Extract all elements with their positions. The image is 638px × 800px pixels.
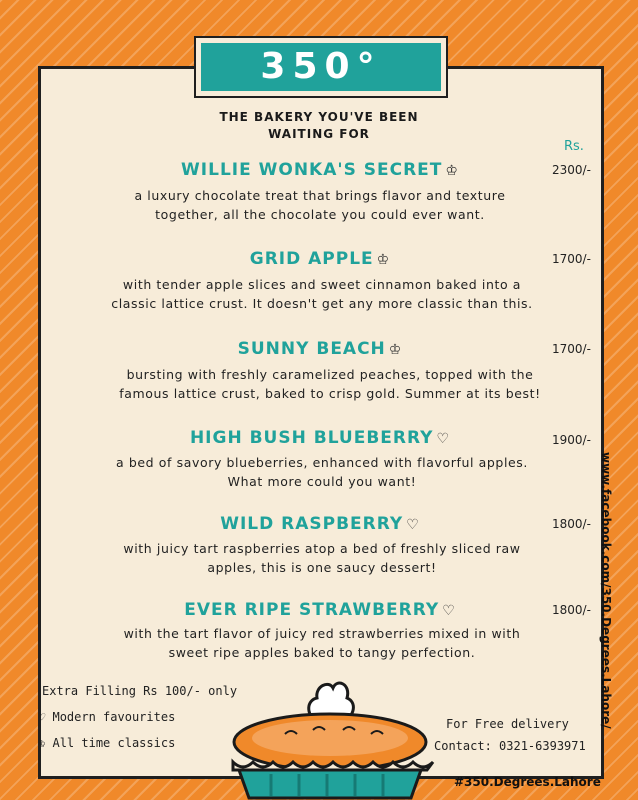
desc-line: classic lattice crust. It doesn't get any more classic than this.	[111, 296, 533, 311]
menu-item-desc	[92, 624, 552, 662]
desc-line: sweet ripe apples baked to tangy perfection.	[168, 645, 476, 660]
crown-icon: ♔	[376, 252, 391, 268]
desc-line: famous lattice crust, baked to crisp gold. Summer at its best!	[119, 386, 541, 401]
desc-line: with juicy tart raspberries atop a bed of freshly sliced raw	[123, 541, 521, 556]
legend-modern	[38, 710, 175, 724]
menu-item-desc	[92, 275, 552, 313]
menu-item-title	[90, 600, 550, 620]
menu-item-desc	[100, 365, 560, 403]
brand-logo: 350°	[201, 43, 441, 91]
contact-number: Contact: 0321-6393971	[434, 739, 586, 753]
delivery-note: For Free delivery	[446, 717, 569, 731]
pie-tin	[239, 770, 421, 798]
heart-icon: ♡	[442, 603, 456, 619]
desc-line: together, all the chocolate you could ever want.	[155, 207, 485, 222]
menu-item-desc	[92, 539, 552, 577]
menu-item-title	[90, 339, 550, 359]
menu-item-price: 1900/-	[552, 433, 591, 447]
heart-icon: ♡	[406, 517, 420, 533]
menu-item-title	[90, 249, 550, 269]
menu-item-price: 1700/-	[552, 252, 591, 266]
crown-icon: ♔	[38, 736, 46, 750]
menu-item-title	[90, 428, 550, 448]
pie-highlight	[252, 720, 408, 756]
menu-item-price: 2300/-	[552, 163, 591, 177]
desc-line: What more could you want!	[227, 474, 417, 489]
desc-line: apples, this is one saucy dessert!	[207, 560, 437, 575]
item-name: GRID APPLE	[249, 249, 374, 269]
heart-icon: ♡	[38, 710, 46, 724]
desc-line: with the tart flavor of juicy red strawberries mixed in with	[123, 626, 521, 641]
currency-header: Rs.	[564, 139, 584, 154]
menu-item-price: 1800/-	[552, 517, 591, 531]
menu-item-title	[90, 160, 550, 180]
heart-icon: ♡	[436, 431, 451, 447]
hashtag: #350.Degrees.Lahore	[454, 775, 601, 789]
crown-icon: ♔	[445, 163, 459, 179]
menu-item-desc	[92, 453, 552, 491]
desc-line: a luxury chocolate treat that brings flavor and texture	[134, 188, 506, 203]
menu-item-price: 1800/-	[552, 603, 591, 617]
legend-modern-label: Modern favourites	[52, 710, 176, 724]
extra-filling-note: Extra Filling Rs 100/- only	[42, 684, 238, 698]
item-name: SUNNY BEACH	[237, 339, 386, 359]
item-name: WILD RASPBERRY	[220, 514, 404, 534]
item-name: WILLIE WONKA'S SECRET	[181, 160, 443, 180]
desc-line: with tender apple slices and sweet cinnamon baked into a	[122, 277, 522, 292]
menu-item-price: 1700/-	[552, 342, 591, 356]
desc-line: a bed of savory blueberries, enhanced with flavorful apples.	[116, 455, 528, 470]
tagline	[188, 109, 450, 143]
pie-illustration	[225, 674, 435, 800]
tagline-line-1: THE BAKERY YOU'VE BEEN	[219, 110, 419, 124]
item-name: HIGH BUSH BLUEBERRY	[189, 428, 434, 448]
item-name: EVER RIPE STRAWBERRY	[184, 600, 440, 620]
legend-classic-label: All time classics	[52, 736, 176, 750]
menu-item-title	[90, 514, 550, 534]
desc-line: bursting with freshly caramelized peaches, topped with the	[126, 367, 534, 382]
logo-frame	[194, 36, 448, 98]
facebook-link[interactable]: www.facebook.com/350.Degrees.Lahore/	[599, 452, 613, 729]
menu-item-desc	[90, 186, 550, 224]
crown-icon: ♔	[388, 342, 403, 358]
tagline-line-2: WAITING FOR	[268, 127, 370, 141]
legend-classic	[38, 736, 175, 750]
